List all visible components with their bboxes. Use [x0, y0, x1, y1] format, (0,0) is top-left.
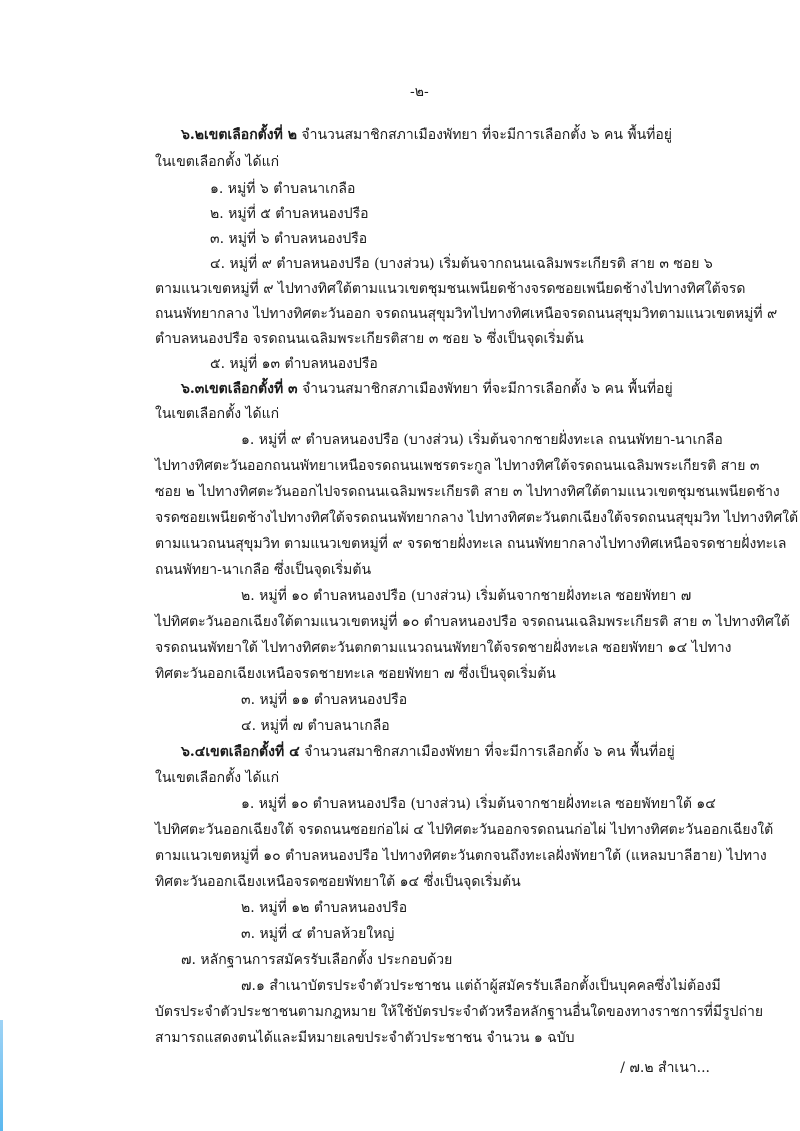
paragraph-line: ทิศตะวันออกเฉียงเหนือจรดซอยพัทยาใต้ ๑๔ ซึ่งเป็นจุดเริ่มต้น [155, 874, 521, 890]
paragraph-line: ตามแนวเขตหมู่ที่ ๑๐ ตำบลหนองปรือ ไปทางทิศตะวันตกจนถึงทะเลฝั่งพัทยาใต้ (แหลมบาลีฮาย) ไปทาง [155, 848, 767, 864]
section-6-3-text: จำนวนสมาชิกสภาเมืองพัทยา ที่จะมีการเลือกตั้ง ๖ คน พื้นที่อยู่ [297, 381, 673, 397]
paragraph-line: สามารถแสดงตนได้และมีหมายเลขประจำตัวประชาชน จำนวน ๑ ฉบับ [155, 1030, 575, 1046]
paragraph-line: ในเขตเลือกตั้ง ได้แก่ [155, 154, 280, 170]
paragraph-line: ตามแนวถนนสุขุมวิท ตามแนวเขตหมู่ที่ ๙ จรดชายฝั่งทะเล ถนนพัทยากลางไปทางทิศเหนือจรดชายฝั่งทะเล [155, 536, 787, 552]
paragraph-line: ไปทางทิศตะวันออกถนนพัทยาเหนือจรดถนนเพชรตระกูล ไปทางทิศใต้จรดถนนเฉลิมพระเกียรติ สาย ๓ [155, 458, 760, 474]
continuation-marker: / ๗.๒ สำเนา... [620, 1060, 710, 1076]
list-item: ๓. หมู่ที่ ๑๑ ตำบลหนองปรือ [241, 692, 408, 708]
paragraph-line: ในเขตเลือกตั้ง ได้แก่ [155, 406, 280, 422]
section-6-4-text: จำนวนสมาชิกสภาเมืองพัทยา ที่จะมีการเลือกตั้ง ๖ คน พื้นที่อยู่ [299, 744, 675, 760]
paragraph-line: ไปทิศตะวันออกเฉียงใต้ จรดถนนซอยก่อไผ่ ๔ ไปทิศตะวันออกจรดถนนก่อไผ่ ไปทางทิศตะวันออกเฉียงใต้ [155, 822, 774, 838]
paragraph-line: ถนนพัทยา-นาเกลือ ซึ่งเป็นจุดเริ่มต้น [155, 562, 372, 578]
section-6-2-text: จำนวนสมาชิกสภาเมืองพัทยา ที่จะมีการเลือกตั้ง ๖ คน พื้นที่อยู่ [296, 127, 672, 143]
paragraph-line: ตามแนวเขตหมู่ที่ ๙ ไปทางทิศใต้ตามแนวเขตชุมชนเพนียดช้างจรดซอยเพนียดช้างไปทางทิศใต้จรด [155, 281, 746, 297]
list-item: ๑. หมู่ที่ ๖ ตำบลนาเกลือ [210, 181, 356, 197]
section-6-3-label: ๖.๓เขตเลือกตั้งที่ ๓ [181, 381, 298, 397]
paragraph-line: ซอย ๒ ไปทางทิศตะวันออกไปจรดถนนเฉลิมพระเกียรติ สาย ๓ ไปทางทิศใต้ตามแนวเขตชุมชนเพนียดช้าง [155, 484, 780, 500]
list-item: ๗.๑ สำเนาบัตรประจำตัวประชาชน แต่ถ้าผู้สมัครรับเลือกตั้งเป็นบุคคลซึ่งไม่ต้องมี [241, 978, 721, 994]
list-item: ๔. หมู่ที่ ๙ ตำบลหนองปรือ (บางส่วน) เริ่มต้นจากถนนเฉลิมพระเกียรติ สาย ๓ ซอย ๖ [210, 256, 713, 272]
page-number: -๒- [410, 84, 429, 100]
section-6-2-label: ๖.๒เขตเลือกตั้งที่ ๒ [181, 127, 297, 143]
page-edge-stripe [0, 1020, 3, 1131]
paragraph-line: ทิศตะวันออกเฉียงเหนือจรดชายทะเล ซอยพัทยา ๗ ซึ่งเป็นจุดเริ่มต้น [155, 666, 556, 682]
section-6-3-heading [181, 379, 673, 399]
list-item: ๒. หมู่ที่ ๕ ตำบลหนองปรือ [210, 206, 369, 222]
list-item: ๑. หมู่ที่ ๙ ตำบลหนองปรือ (บางส่วน) เริ่มต้นจากชายฝั่งทะเล ถนนพัทยา-นาเกลือ [241, 432, 723, 448]
paragraph-line: ตำบลหนองปรือ จรดถนนเฉลิมพระเกียรติสาย ๓ ซอย ๖ ซึ่งเป็นจุดเริ่มต้น [155, 331, 584, 347]
list-item: ๓. หมู่ที่ ๔ ตำบลห้วยใหญ่ [241, 926, 395, 942]
paragraph-line: ไปทิศตะวันออกเฉียงใต้ตามแนวเขตหมู่ที่ ๑๐ ตำบลหนองปรือ จรดถนนเฉลิมพระเกียรติ สาย ๓ ไปทางทิศใต้ [155, 614, 790, 630]
section-7-heading: ๗. หลักฐานการสมัครรับเลือกตั้ง ประกอบด้วย [181, 952, 453, 968]
paragraph-line: ในเขตเลือกตั้ง ได้แก่ [155, 770, 280, 786]
section-6-2-heading [181, 125, 672, 145]
section-6-4-label: ๖.๔เขตเลือกตั้งที่ ๔ [181, 744, 300, 760]
paragraph-line: จรดถนนพัทยาใต้ ไปทางทิศตะวันตกตามแนวถนนพัทยาใต้จรดชายฝั่งทะเล ซอยพัทยา ๑๔ ไปทาง [155, 640, 732, 656]
paragraph-line: ถนนพัทยากลาง ไปทางทิศตะวันออก จรดถนนสุขุมวิทไปทางทิศเหนือจรดถนนสุขุมวิทตามแนวเขตหมู่ที่ ๙ [155, 306, 778, 322]
list-item: ๔. หมู่ที่ ๗ ตำบลนาเกลือ [241, 718, 390, 734]
list-item: ๒. หมู่ที่ ๑๒ ตำบลหนองปรือ [241, 900, 408, 916]
list-item: ๕. หมู่ที่ ๑๓ ตำบลหนองปรือ [210, 356, 378, 372]
section-6-4-heading [181, 742, 675, 762]
list-item: ๑. หมู่ที่ ๑๐ ตำบลหนองปรือ (บางส่วน) เริ่มต้นจากชายฝั่งทะเล ซอยพัทยาใต้ ๑๔ [241, 796, 716, 812]
paragraph-line: จรดซอยเพนียดช้างไปทางทิศใต้จรดถนนพัทยากลาง ไปทางทิศตะวันตกเฉียงใต้จรดถนนสุขุมวิท ไปทางทิศใต้ [155, 510, 799, 526]
list-item: ๓. หมู่ที่ ๖ ตำบลหนองปรือ [210, 231, 368, 247]
paragraph-line: บัตรประจำตัวประชาชนตามกฎหมาย ให้ใช้บัตรประจำตัวหรือหลักฐานอื่นใดของทางราชการที่มีรูปถ่าย [155, 1004, 764, 1020]
list-item: ๒. หมู่ที่ ๑๐ ตำบลหนองปรือ (บางส่วน) เริ่มต้นจากชายฝั่งทะเล ซอยพัทยา ๗ [241, 588, 692, 604]
